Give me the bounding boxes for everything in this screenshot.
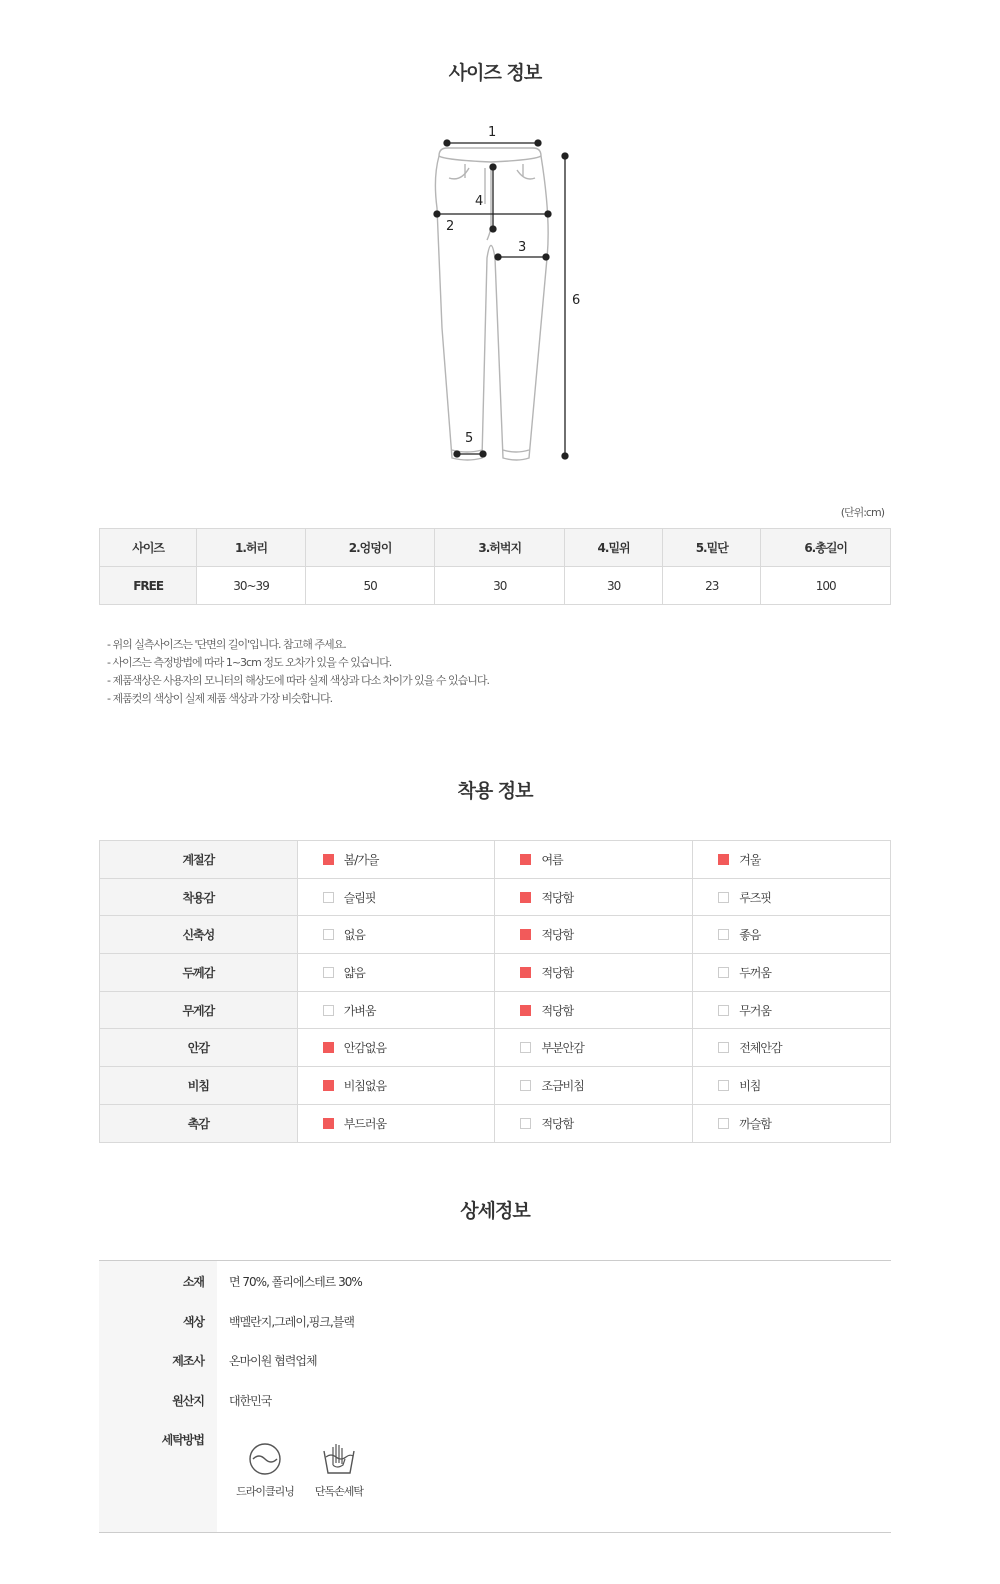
dimension-label: 2 — [446, 219, 455, 234]
unchecked-box-icon — [520, 1118, 531, 1129]
fit-option-label: 두꺼움 — [739, 965, 771, 980]
wash-hand-wash — [309, 1441, 369, 1499]
fit-category-cell: 비침 — [100, 1067, 298, 1105]
unchecked-box-icon — [718, 1042, 729, 1053]
fit-option-cell — [297, 841, 495, 879]
checked-box-icon — [520, 854, 531, 865]
note-item: - 제품색상은 사용자의 모니터의 해상도에 따라 실제 색상과 다소 차이가 있을 수 있습니다. — [107, 674, 489, 687]
size-header-cell: 3.허벅지 — [435, 529, 565, 567]
material-label: 소재 — [182, 1275, 204, 1289]
fit-option-cell — [495, 991, 693, 1029]
table-row — [100, 841, 891, 879]
size-header-cell: 5.밑단 — [663, 529, 761, 567]
fit-option-cell — [693, 878, 891, 916]
fit-option-label: 무거움 — [739, 1003, 771, 1018]
table-row — [100, 991, 891, 1029]
wash-dry-clean — [235, 1441, 295, 1499]
detail-info-table — [99, 1260, 891, 1533]
fit-option-cell — [495, 954, 693, 992]
fit-option-cell — [495, 1104, 693, 1142]
fit-category-cell: 두께감 — [100, 954, 298, 992]
unchecked-box-icon — [323, 1005, 334, 1016]
fit-option-label: 가벼움 — [343, 1003, 376, 1018]
fit-option-cell — [495, 841, 693, 879]
fit-option-cell — [693, 916, 891, 954]
fit-option-label: 조금비침 — [541, 1078, 584, 1093]
fit-option-label: 부분안감 — [541, 1041, 584, 1056]
checked-box-icon — [323, 854, 334, 865]
size-name-cell: FREE — [100, 567, 197, 605]
pants-measurement-diagram — [425, 118, 595, 468]
fit-option-label: 얇음 — [343, 965, 365, 980]
detail-info-title: 상세정보 — [460, 1200, 530, 1222]
fit-option-label: 안감없음 — [343, 1041, 387, 1056]
origin-value: 대한민국 — [229, 1394, 272, 1408]
origin-label: 원산지 — [172, 1394, 204, 1408]
unchecked-box-icon — [323, 967, 334, 978]
unchecked-box-icon — [718, 1005, 729, 1016]
fit-option-cell — [297, 1104, 495, 1142]
checked-box-icon — [520, 892, 531, 903]
fit-option-label: 적당함 — [541, 1003, 574, 1018]
fit-option-label: 좋음 — [739, 928, 761, 943]
unchecked-box-icon — [718, 1118, 729, 1129]
hand-wash-icon — [321, 1441, 357, 1477]
size-header-cell: 2.엉덩이 — [305, 529, 435, 567]
checked-box-icon — [323, 1042, 334, 1053]
color-label: 색상 — [182, 1315, 204, 1329]
size-value-cell: 100 — [761, 567, 891, 605]
table-row — [100, 567, 891, 605]
note-item: - 위의 실측사이즈는 '단면의 길이'입니다. 참고해 주세요. — [107, 638, 346, 651]
fit-category-cell: 무게감 — [100, 991, 298, 1029]
material-value: 면 70%, 폴리에스테르 30% — [229, 1275, 362, 1289]
fit-option-label: 겨울 — [739, 852, 761, 867]
pants-illustration-icon — [425, 118, 595, 468]
fit-info-title: 착용 정보 — [457, 780, 533, 802]
checked-box-icon — [520, 967, 531, 978]
note-item: - 사이즈는 측정방법에 따라 1~3cm 정도 오차가 있을 수 있습니다. — [107, 656, 392, 669]
unit-label: (단위:cm) — [840, 506, 884, 519]
fit-option-cell — [297, 878, 495, 916]
fit-option-label: 비침없음 — [343, 1078, 387, 1093]
table-row — [100, 1067, 891, 1105]
fit-option-label: 없음 — [343, 928, 365, 943]
unchecked-box-icon — [718, 929, 729, 940]
hand-wash-label: 단독손세탁 — [314, 1485, 364, 1498]
dry-clean-icon — [247, 1441, 283, 1477]
checked-box-icon — [323, 1080, 334, 1091]
dimension-label: 1 — [488, 125, 497, 140]
fit-option-cell — [495, 878, 693, 916]
fit-option-label: 여름 — [541, 852, 563, 867]
fit-option-cell — [495, 1029, 693, 1067]
fit-option-cell — [693, 1104, 891, 1142]
table-row — [100, 878, 891, 916]
unchecked-box-icon — [718, 1080, 729, 1091]
size-info-title: 사이즈 정보 — [448, 62, 542, 84]
fit-option-cell — [693, 1067, 891, 1105]
fit-option-label: 까슬함 — [739, 1116, 771, 1131]
fit-category-cell: 촉감 — [100, 1104, 298, 1142]
fit-option-label: 봄/가을 — [343, 852, 379, 867]
maker-label: 제조사 — [172, 1354, 204, 1368]
table-row — [100, 954, 891, 992]
fit-option-cell — [693, 1029, 891, 1067]
unchecked-box-icon — [520, 1042, 531, 1053]
color-value: 백멜란지,그레이,핑크,블랙 — [229, 1315, 354, 1329]
fit-option-cell — [297, 954, 495, 992]
fit-option-label: 적당함 — [541, 965, 574, 980]
size-value-cell: 30~39 — [197, 567, 306, 605]
dimension-label: 3 — [518, 240, 527, 255]
unchecked-box-icon — [323, 892, 334, 903]
table-row — [100, 916, 891, 954]
size-header-cell: 6.총길이 — [761, 529, 891, 567]
checked-box-icon — [323, 1118, 334, 1129]
fit-option-cell — [297, 991, 495, 1029]
fit-option-cell — [297, 1067, 495, 1105]
checked-box-icon — [520, 1005, 531, 1016]
fit-option-cell — [693, 841, 891, 879]
wash-label: 세탁방법 — [161, 1433, 204, 1447]
fit-option-label: 적당함 — [541, 928, 574, 943]
unchecked-box-icon — [718, 892, 729, 903]
fit-category-cell: 안감 — [100, 1029, 298, 1067]
fit-category-cell: 착용감 — [100, 878, 298, 916]
size-value-cell: 50 — [305, 567, 435, 605]
fit-category-cell: 계절감 — [100, 841, 298, 879]
fit-option-cell — [693, 954, 891, 992]
fit-option-label: 적당함 — [541, 1116, 574, 1131]
unchecked-box-icon — [520, 1080, 531, 1091]
maker-value: 온마이원 협력업체 — [229, 1354, 317, 1368]
fit-table — [99, 840, 891, 1143]
table-row — [100, 1029, 891, 1067]
unchecked-box-icon — [323, 929, 334, 940]
size-header-cell: 4.밑위 — [565, 529, 663, 567]
size-value-cell: 30 — [565, 567, 663, 605]
dimension-label: 4 — [475, 194, 484, 209]
size-header-cell: 1.허리 — [197, 529, 306, 567]
fit-option-label: 비침 — [739, 1078, 761, 1093]
size-table-header-row — [100, 529, 891, 567]
size-notes — [107, 636, 489, 708]
fit-option-label: 루즈핏 — [739, 890, 771, 905]
size-value-cell: 30 — [435, 567, 565, 605]
size-header-cell: 사이즈 — [100, 529, 197, 567]
dimension-label: 5 — [465, 431, 474, 446]
fit-category-cell: 신축성 — [100, 916, 298, 954]
table-row — [100, 1104, 891, 1142]
fit-option-label: 부드러움 — [343, 1116, 387, 1131]
note-item: - 제품컷의 색상이 실제 제품 색상과 가장 비슷합니다. — [107, 692, 333, 705]
fit-option-label: 슬림핏 — [343, 890, 376, 905]
fit-option-cell — [495, 916, 693, 954]
size-table — [99, 528, 891, 605]
checked-box-icon — [520, 929, 531, 940]
size-value-cell: 23 — [663, 567, 761, 605]
dimension-label: 6 — [572, 293, 581, 308]
fit-option-cell — [297, 916, 495, 954]
fit-option-label: 전체안감 — [739, 1041, 782, 1056]
fit-option-label: 적당함 — [541, 890, 574, 905]
checked-box-icon — [718, 854, 729, 865]
dry-clean-label: 드라이클리닝 — [236, 1485, 294, 1498]
fit-option-cell — [297, 1029, 495, 1067]
fit-option-cell — [495, 1067, 693, 1105]
unchecked-box-icon — [718, 967, 729, 978]
fit-option-cell — [693, 991, 891, 1029]
